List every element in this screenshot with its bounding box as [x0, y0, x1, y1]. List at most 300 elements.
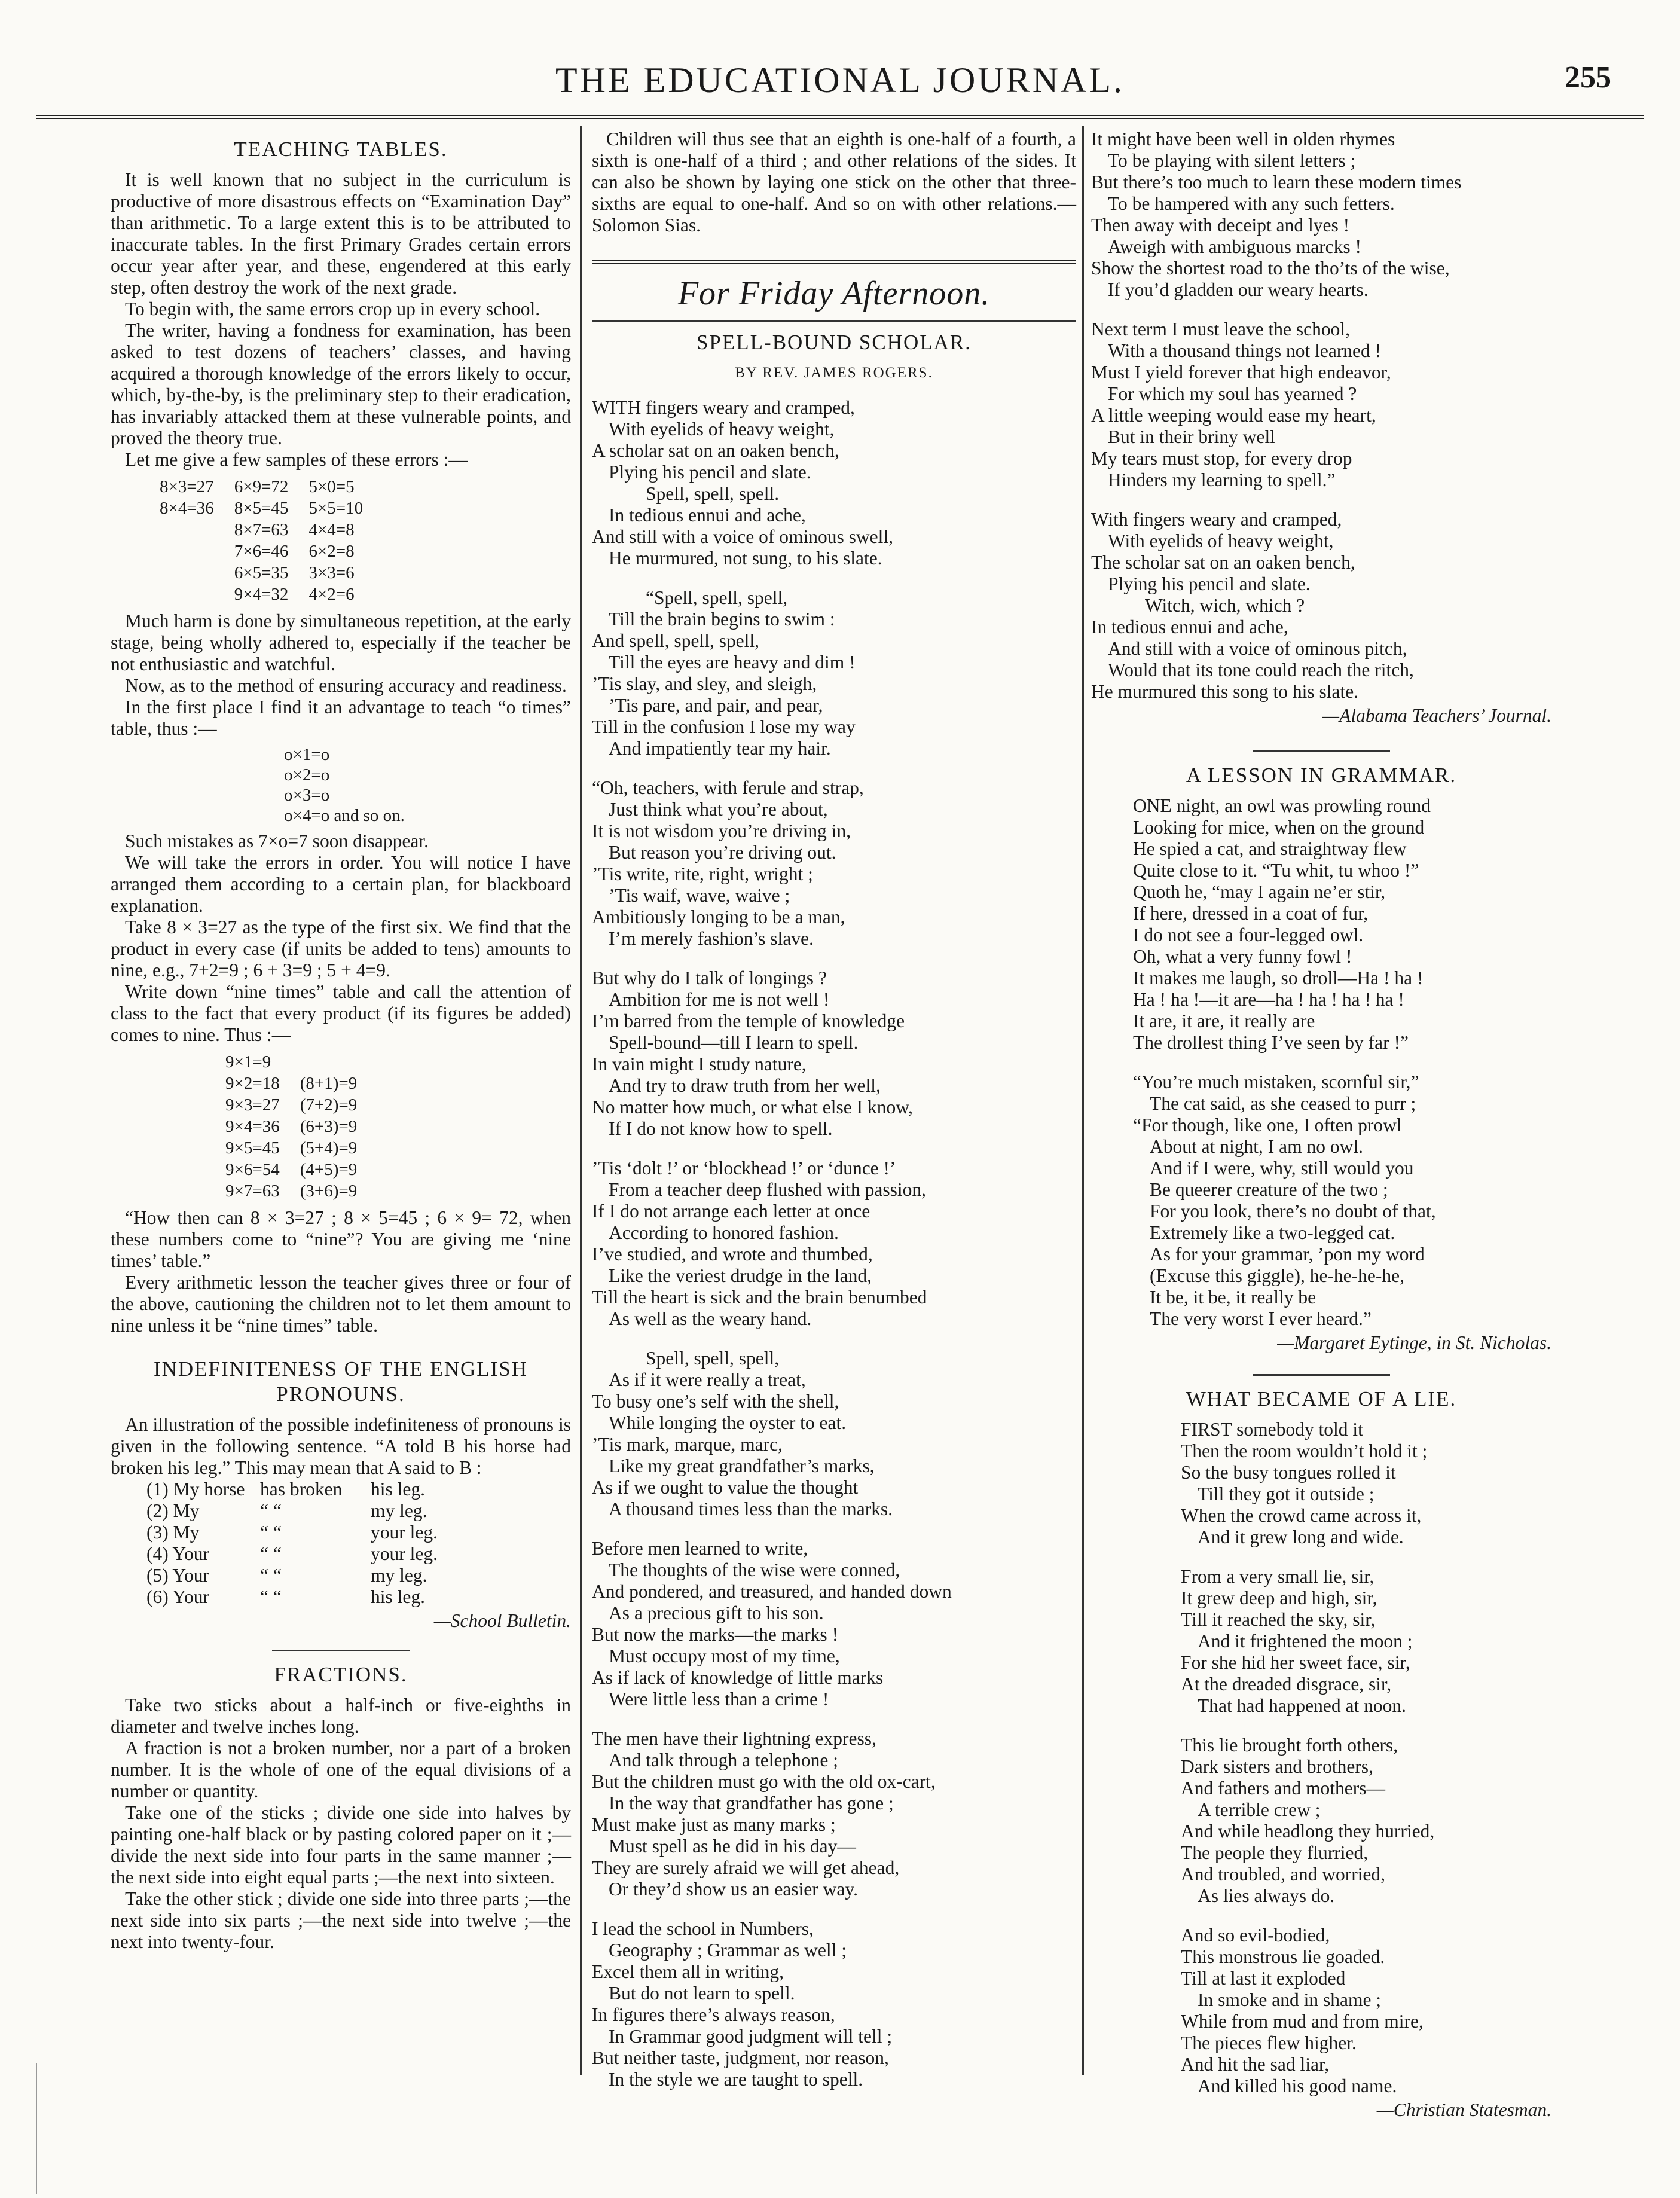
- stanza: [592, 777, 1076, 950]
- poem-line: And it grew long and wide.: [1198, 1527, 1404, 1547]
- poem-line: They are surely afraid we will get ahead,: [592, 1857, 900, 1878]
- table-cell: (8+1)=9: [300, 1074, 358, 1093]
- poem-line: And still with a voice of ominous pitch,: [1108, 638, 1407, 659]
- article-body: [111, 610, 571, 740]
- poem-line: At the dreaded disgrace, sir,: [1181, 1674, 1392, 1695]
- list-cell: (1) My horse: [146, 1479, 245, 1500]
- poem-line: I do not see a four-legged owl.: [1133, 924, 1364, 945]
- table-row: [160, 584, 382, 605]
- poem-line: When the crowd came across it,: [1181, 1505, 1422, 1526]
- table-row: [225, 1073, 376, 1094]
- list-cell: your leg.: [371, 1522, 438, 1543]
- table-cell: (7+2)=9: [300, 1095, 358, 1115]
- paragraph: Take 8 × 3=27 as the type of the first six. We find that the product in every case (if units be added to tens) amounts to nine, e.g., 7+2=9 ; 6 + 3=9 ; 5 + 4=9.: [111, 917, 571, 981]
- table-row: [225, 1095, 376, 1115]
- table-cell: 9×4=32: [234, 585, 289, 604]
- poem-line: But there’s too much to learn these modern times: [1091, 172, 1462, 193]
- table-row: [225, 1116, 376, 1137]
- attribution: —Christian Statesman.: [1376, 2099, 1551, 2120]
- poem-line: Must I yield forever that high endeavor,: [1091, 362, 1391, 383]
- attribution: —School Bulletin.: [433, 1610, 571, 1631]
- poem-line: The people they flurried,: [1181, 1842, 1369, 1863]
- poem-line: And if I were, why, still would you: [1150, 1158, 1414, 1179]
- stanza: [592, 1728, 1076, 1900]
- paragraph: To begin with, the same errors crop up in every school.: [125, 298, 540, 319]
- poem-line: It makes me laugh, so droll—Ha ! ha !: [1133, 967, 1424, 988]
- poem-line: It grew deep and high, sir,: [1181, 1588, 1377, 1608]
- table-cell: 8×3=27: [160, 477, 214, 496]
- poem-line: About at night, I am no owl.: [1150, 1136, 1363, 1157]
- poem-line: If I do not know how to spell.: [609, 1118, 833, 1139]
- poem-line: Or they’d show us an easier way.: [609, 1879, 858, 1900]
- table-cell: 8×4=36: [160, 499, 214, 518]
- table-cell: 8×7=63: [234, 520, 289, 539]
- poem-line: And talk through a telephone ;: [609, 1750, 839, 1770]
- table-row: [160, 541, 382, 561]
- paragraph: Much harm is done by simultaneous repetition, at the early stage, being wholly adhered to, especially if the teacher be not enthusiastic and watchful.: [111, 610, 571, 674]
- poem-line: Hinders my learning to spell.”: [1108, 469, 1336, 490]
- stanza: [1181, 1925, 1551, 2097]
- poem-line: With eyelids of heavy weight,: [609, 419, 835, 439]
- poem-line: In Grammar good judgment will tell ;: [609, 2026, 893, 2047]
- poem-line: The thoughts of the wise were conned,: [609, 1559, 900, 1580]
- poem-line: In the way that grandfather has gone ;: [609, 1793, 894, 1814]
- poem-line: But the children must go with the old ox-cart,: [592, 1771, 936, 1792]
- poem-line: And killed his good name.: [1198, 2075, 1397, 2096]
- stanza: [592, 967, 1076, 1140]
- poem-line: And impatiently tear my hair.: [609, 738, 831, 759]
- paragraph: “How then can 8 × 3=27 ; 8 × 5=45 ; 6 × 9= 72, when these numbers come to “nine”? You are giving me ‘nine times’ table.”: [111, 1207, 571, 1271]
- table-row: [225, 1181, 376, 1201]
- column-3: [1091, 129, 1551, 2139]
- list-cell: (6) Your: [146, 1586, 210, 1607]
- poem-title: WHAT BECAME OF A LIE.: [1186, 1387, 1457, 1411]
- poem-line: And it frightened the moon ;: [1198, 1631, 1413, 1651]
- paragraph: It is well known that no subject in the curriculum is productive of more disastrous effects on “Examination Day” than arithmetic. To a large extent this is to be attributed to inaccurate tables. In the first Primary Grades certain errors occur year after year, and these, engendered at this early step, often destroy the work of the next grade.: [111, 169, 571, 298]
- list-cell: “ “: [260, 1522, 282, 1543]
- poem-line: In vain might I study nature,: [592, 1054, 807, 1074]
- poem-line: If here, dressed in a coat of fur,: [1133, 903, 1369, 924]
- article-body: [111, 1695, 571, 1953]
- stanza: [592, 397, 1076, 569]
- poem-line: ’Tis ‘dolt !’ or ‘blockhead !’ or ‘dunce !’: [592, 1158, 896, 1179]
- poem-line: For which my soul has yearned ?: [1108, 383, 1357, 404]
- stanza: [592, 1158, 1076, 1330]
- list-cell: “ “: [260, 1565, 282, 1586]
- poem-line: Spell, spell, spell,: [646, 1348, 780, 1369]
- poem-line: “Spell, spell, spell,: [646, 587, 788, 608]
- poem-line: The scholar sat on an oaken bench,: [1091, 552, 1355, 573]
- table-cell: 9×7=63: [225, 1182, 280, 1201]
- list-item: [146, 1565, 571, 1586]
- list-item: [146, 1522, 571, 1543]
- list-cell: his leg.: [371, 1586, 425, 1607]
- table-cell: (6+3)=9: [300, 1117, 358, 1136]
- nine-times-table: [224, 1051, 377, 1202]
- table-cell: 9×3=27: [225, 1095, 280, 1115]
- paragraph: A fraction is not a broken number, nor a part of a broken number. It is the whole of one of the equal divisions of a number or quantity.: [111, 1738, 571, 1802]
- poem-line: A little weeping would ease my heart,: [1091, 405, 1376, 426]
- table-cell: [160, 563, 233, 583]
- article-body: [111, 169, 571, 471]
- poem-line: He murmured, not sung, to his slate.: [609, 548, 882, 569]
- table-cell: [160, 520, 233, 540]
- poem-line: This monstrous lie goaded.: [1181, 1946, 1385, 1967]
- poem-line: And so evil-bodied,: [1181, 1925, 1330, 1946]
- poem-line: It might have been well in olden rhymes: [1091, 129, 1395, 149]
- paragraph: In the first place I find it an advantage to teach “o times” table, thus :—: [111, 697, 571, 739]
- poem-line: He murmured this song to his slate.: [1091, 681, 1359, 702]
- stanza: [1091, 509, 1551, 703]
- poem-line: Till the brain begins to swim :: [609, 609, 835, 630]
- page-header: [36, 60, 1644, 114]
- poem-line: Ha ! ha !—it are—ha ! ha ! ha ! ha !: [1133, 989, 1404, 1010]
- poem-line: As if we ought to value the thought: [592, 1477, 859, 1498]
- poem-line: It are, it are, it really are: [1133, 1011, 1315, 1031]
- poem-line: As well as the weary hand.: [609, 1308, 812, 1329]
- table-row: o×3=o: [284, 786, 330, 805]
- poem-line: If I do not arrange each letter at once: [592, 1201, 870, 1222]
- poem-line: While from mud and from mire,: [1181, 2011, 1424, 2032]
- table-row: [225, 1138, 376, 1158]
- poem-line: Quoth he, “may I again ne’er stir,: [1133, 881, 1386, 902]
- poem-line: I’ve studied, and wrote and thumbed,: [592, 1244, 873, 1265]
- poem-line: Spell, spell, spell.: [646, 483, 780, 504]
- poem-line: But reason you’re driving out.: [609, 842, 836, 863]
- poem-line: According to honored fashion.: [609, 1222, 839, 1243]
- section-rule: [1253, 750, 1390, 752]
- stanza: [592, 587, 1076, 759]
- column-divider-right: [1082, 126, 1084, 2075]
- table-cell: 9×6=54: [225, 1160, 280, 1179]
- header-rule: [36, 115, 1644, 119]
- poem-line: As for your grammar, ’pon my word: [1150, 1244, 1425, 1265]
- poem-line: Must occupy most of my time,: [609, 1646, 840, 1666]
- poem-line: And try to draw truth from her well,: [609, 1075, 881, 1096]
- poem-line: (Excuse this giggle), he-he-he-he,: [1150, 1265, 1404, 1286]
- poem-line: Then the room wouldn’t hold it ;: [1181, 1440, 1428, 1461]
- poem-line: If you’d gladden our weary hearts.: [1108, 279, 1369, 300]
- column-divider-left: [580, 126, 582, 2075]
- poem-line: Would that its tone could reach the ritch,: [1108, 660, 1414, 680]
- poem-line: But do not learn to spell.: [609, 1983, 795, 2004]
- poem-line: Quite close to it. “Tu whit, tu whoo !”: [1133, 860, 1419, 881]
- poem-line: My tears must stop, for every drop: [1091, 448, 1352, 469]
- table-cell: [160, 584, 233, 605]
- poem-line: Dark sisters and brothers,: [1181, 1756, 1373, 1777]
- list-cell: my leg.: [371, 1565, 427, 1586]
- article-heading: FRACTIONS.: [274, 1663, 408, 1686]
- poem-line: But neither taste, judgment, nor reason,: [592, 2047, 889, 2068]
- paragraph: Take the other stick ; divide one side into three parts ;—the next side into six parts ;—the next side into twelve ;—the next into twenty-four.: [111, 1888, 571, 1952]
- poem-body: [1091, 129, 1551, 703]
- table-cell: 9×5=45: [225, 1138, 280, 1158]
- paragraph: The writer, having a fondness for examination, has been asked to test dozens of teachers’ classes, and having acquired a thorough knowledge of the errors likely to occur, which, by-the-by, is the preliminary step to their eradication, has invariably attacked them at these vulnerable points, and proved the theory true.: [111, 320, 571, 448]
- table-cell: 9×1=9: [225, 1052, 271, 1071]
- margin-line: [36, 2063, 37, 2194]
- poem-line: Till in the confusion I lose my way: [592, 716, 856, 737]
- poem-line: The drollest thing I’ve seen by far !”: [1133, 1032, 1409, 1053]
- poem-line: And fathers and mothers—: [1181, 1778, 1386, 1799]
- article-body: An illustration of the possible indefiniteness of pronouns is given in the following sentence. “A told B his horse had broken his leg.” This may mean that A said to B :: [111, 1414, 571, 1478]
- article-heading: INDEFINITENESS OF THE ENGLISH PRONOUNS.: [153, 1357, 529, 1406]
- poem-line: Aweigh with ambiguous marcks !: [1108, 236, 1362, 257]
- poem-line: In the style we are taught to spell.: [609, 2069, 863, 2090]
- poem-line: This lie brought forth others,: [1181, 1735, 1398, 1756]
- stanza: [592, 1348, 1076, 1520]
- poem-line: But in their briny well: [1108, 426, 1275, 447]
- list-item: [146, 1586, 571, 1608]
- pronoun-list: [111, 1479, 571, 1608]
- poem-line: Before men learned to write,: [592, 1538, 808, 1559]
- column-1: [111, 129, 571, 1953]
- poem-line: A thousand times less than the marks.: [609, 1498, 893, 1519]
- poem-body: [1091, 795, 1551, 1330]
- poem-line: In figures there’s always reason,: [592, 2004, 835, 2025]
- poem-line: Oh, what a very funny fowl !: [1133, 946, 1352, 967]
- table-cell: 5×0=5: [308, 477, 355, 496]
- poem-title: SPELL-BOUND SCHOLAR.: [696, 331, 972, 354]
- article-body: [111, 831, 571, 1046]
- poem-line: Be queerer creature of the two ;: [1150, 1179, 1388, 1200]
- section-heading: For Friday Afternoon.: [677, 275, 991, 312]
- poem-line: Till they got it outside ;: [1198, 1483, 1374, 1504]
- poem-line: A scholar sat on an oaken bench,: [592, 440, 839, 461]
- poem-line: Must spell as he did in his day—: [609, 1836, 856, 1857]
- stanza: [1133, 1071, 1551, 1330]
- poem-line: But now the marks—the marks !: [592, 1624, 839, 1645]
- poem-line: Till the eyes are heavy and dim !: [609, 652, 856, 673]
- table-cell: 9×2=18: [225, 1074, 280, 1093]
- poem-line: ONE night, an owl was prowling round: [1133, 795, 1431, 816]
- poem-line: From a teacher deep flushed with passion,: [609, 1179, 926, 1200]
- poem-line: Witch, wich, which ?: [1145, 595, 1305, 616]
- poem-line: Just think what you’re about,: [609, 799, 828, 820]
- table-cell: 6×5=35: [234, 563, 289, 582]
- section-rule: [592, 320, 1076, 322]
- article-heading: TEACHING TABLES.: [234, 138, 448, 161]
- poem-line: And still with a voice of ominous swell,: [592, 526, 893, 547]
- table-row: [160, 477, 382, 497]
- table-cell: (5+4)=9: [300, 1138, 358, 1158]
- table-row: [160, 563, 382, 583]
- poem-line: In tedious ennui and ache,: [609, 505, 806, 526]
- poem-line: A terrible crew ;: [1198, 1799, 1321, 1820]
- poem-line: Were little less than a crime !: [609, 1689, 829, 1709]
- table-cell: 4×4=8: [308, 520, 355, 539]
- poem-line: FIRST somebody told it: [1181, 1419, 1363, 1440]
- poem-line: ’Tis pare, and pair, and pear,: [609, 695, 823, 716]
- list-cell: his leg.: [371, 1479, 425, 1500]
- poem-line: In smoke and in shame ;: [1198, 1989, 1382, 2010]
- poem-line: I lead the school in Numbers,: [592, 1918, 814, 1939]
- poem-line: Plying his pencil and slate.: [609, 462, 811, 483]
- table-cell: 7×6=46: [234, 542, 289, 561]
- list-cell: “ “: [260, 1586, 282, 1607]
- poem-line: Show the shortest road to the tho’ts of the wise,: [1091, 258, 1450, 279]
- journal-title: THE EDUCATIONAL JOURNAL.: [555, 60, 1125, 100]
- table-row: [225, 1159, 376, 1180]
- poem-line: The cat said, as she ceased to purr ;: [1150, 1093, 1416, 1114]
- table-cell: 8×5=45: [234, 499, 289, 518]
- stanza: [1181, 1566, 1551, 1717]
- stanza: [1181, 1419, 1551, 1548]
- table-cell: (3+6)=9: [300, 1182, 358, 1201]
- poem-line: ’Tis write, rite, right, wright ;: [592, 863, 813, 884]
- table-row: o×1=o: [284, 745, 330, 764]
- stanza: [592, 1918, 1076, 2090]
- list-cell: (4) Your: [146, 1543, 210, 1564]
- poem-line: It be, it be, it really be: [1150, 1287, 1316, 1308]
- table-cell: 6×9=72: [234, 477, 289, 496]
- poem-title: A LESSON IN GRAMMAR.: [1186, 764, 1457, 787]
- poem-line: He spied a cat, and straightway flew: [1133, 838, 1407, 859]
- poem-line: Extremely like a two-legged cat.: [1150, 1222, 1395, 1243]
- table-cell: 5×5=10: [308, 499, 364, 518]
- poem-line: ’Tis mark, marque, marc,: [592, 1434, 783, 1455]
- paragraph: Write down “nine times” table and call the attention of class to the fact that every product (if its figures be added) comes to nine. Thus :—: [111, 981, 571, 1045]
- poem-line: Looking for mice, when on the ground: [1133, 817, 1425, 838]
- poem-line: That had happened at noon.: [1198, 1695, 1407, 1716]
- poem-line: For she hid her sweet face, sir,: [1181, 1652, 1410, 1673]
- list-cell: my leg.: [371, 1500, 427, 1521]
- poem-line: Spell-bound—till I learn to spell.: [609, 1032, 859, 1053]
- list-cell: “ “: [260, 1500, 282, 1521]
- paragraph: Every arithmetic lesson the teacher gives three or four of the above, cautioning the children not to let them amount to nine unless it be “nine times” table.: [111, 1272, 571, 1336]
- poem-line: As a precious gift to his son.: [609, 1602, 824, 1623]
- section-rule: [272, 1650, 410, 1651]
- poem-line: As if lack of knowledge of little marks: [592, 1667, 884, 1688]
- poem-line: As lies always do.: [1198, 1885, 1335, 1906]
- article-body: Children will thus see that an eighth is one-half of a fourth, a sixth is one-half of a third ; and other relations of the sides. It can also be shown by laying one stick on the other that three-sixths are equal to one-half. And so on with other relations.—Solomon Sias.: [592, 129, 1076, 236]
- stanza: [1133, 795, 1551, 1054]
- poem-body: [592, 397, 1076, 2090]
- stanza: [1091, 129, 1551, 301]
- poem-line: As if it were really a treat,: [609, 1369, 806, 1390]
- poem-line: So the busy tongues rolled it: [1181, 1462, 1396, 1483]
- poem-line: With eyelids of heavy weight,: [1108, 530, 1334, 551]
- table-row: [160, 498, 382, 518]
- errors-table: [158, 475, 383, 606]
- list-cell: (3) My: [146, 1522, 200, 1543]
- table-row: o×2=o: [284, 765, 330, 784]
- poem-line: From a very small lie, sir,: [1181, 1566, 1374, 1587]
- list-cell: “ “: [260, 1543, 282, 1564]
- poem-line: Till at last it exploded: [1181, 1968, 1346, 1989]
- poem-line: The men have their lightning express,: [592, 1728, 876, 1749]
- paragraph: We will take the errors in order. You will notice I have arranged them according to a certain plan, for blackboard explanation.: [111, 852, 571, 916]
- poem-line: But why do I talk of longings ?: [592, 967, 827, 988]
- poem-line: Geography ; Grammar as well ;: [609, 1940, 847, 1961]
- poem-line: “You’re much mistaken, scornful sir,”: [1133, 1071, 1419, 1092]
- poem-line: Till the heart is sick and the brain benumbed: [592, 1287, 927, 1308]
- section-rule: [1253, 1374, 1390, 1376]
- poem-line: And while headlong they hurried,: [1181, 1821, 1435, 1842]
- attribution: —Alabama Teachers’ Journal.: [1322, 705, 1551, 726]
- poem-line: The very worst I ever heard.”: [1150, 1308, 1372, 1329]
- table-row: o×4=o and so on.: [284, 806, 405, 825]
- poem-line: Ambitiously longing to be a man,: [592, 906, 845, 927]
- poem-line: And spell, spell, spell,: [592, 630, 759, 651]
- article-body: [111, 1207, 571, 1336]
- poem-line: I’m merely fashion’s slave.: [609, 928, 814, 949]
- poem-line: Ambition for me is not well !: [609, 989, 830, 1010]
- poem-line: The pieces flew higher.: [1181, 2032, 1357, 2053]
- poem-line: For you look, there’s no doubt of that,: [1150, 1201, 1436, 1222]
- section-rule: [592, 260, 1076, 264]
- poem-line: And troubled, and worried,: [1181, 1864, 1386, 1885]
- poem-line: It is not wisdom you’re driving in,: [592, 820, 851, 841]
- list-item: [146, 1543, 571, 1565]
- table-cell: 4×2=6: [308, 585, 355, 604]
- paragraph: Such mistakes as 7×o=7 soon disappear.: [125, 831, 429, 851]
- poem-line: Like the veriest drudge in the land,: [609, 1265, 872, 1286]
- poem-line: Must make just as many marks ;: [592, 1814, 836, 1835]
- poem-byline: BY REV. JAMES ROGERS.: [735, 365, 933, 381]
- poem-line: While longing the oyster to eat.: [609, 1412, 847, 1433]
- poem-line: “For though, like one, I often prowl: [1133, 1115, 1402, 1135]
- poem-line: Plying his pencil and slate.: [1108, 573, 1311, 594]
- paragraph: Take two sticks about a half-inch or five-eighths in diameter and twelve inches long.: [111, 1695, 571, 1737]
- poem-line: Excel them all in writing,: [592, 1961, 784, 1982]
- poem-line: Till it reached the sky, sir,: [1181, 1609, 1376, 1630]
- poem-line: No matter how much, or what else I know,: [592, 1097, 913, 1118]
- list-cell: (5) Your: [146, 1565, 210, 1586]
- list-cell: your leg.: [371, 1543, 438, 1564]
- poem-body: [1091, 1419, 1551, 2097]
- poem-line: To busy one’s self with the shell,: [592, 1391, 839, 1412]
- attribution: —Margaret Eytinge, in St. Nicholas.: [1277, 1332, 1551, 1353]
- table-cell: [160, 541, 233, 561]
- poem-line: ’Tis waif, wave, waive ;: [609, 885, 790, 906]
- table-cell: [300, 1052, 377, 1072]
- table-row: [160, 520, 382, 540]
- paragraph: Take one of the sticks ; divide one side into halves by painting one-half black or by pasting colored paper on it ;—divide the next side into four parts in the same manner ;—the next side into eight equal parts ;—the next into sixteen.: [111, 1802, 571, 1888]
- poem-line: To be hampered with any such fetters.: [1108, 193, 1395, 214]
- zero-times-table: [284, 744, 571, 826]
- poem-line: To be playing with silent letters ;: [1108, 150, 1356, 171]
- poem-line: In tedious ennui and ache,: [1091, 616, 1288, 637]
- list-item: [146, 1500, 571, 1522]
- page-number: 255: [1565, 60, 1611, 94]
- table-cell: (4+5)=9: [300, 1160, 358, 1179]
- table-cell: 3×3=6: [308, 563, 355, 582]
- paragraph: Let me give a few samples of these errors :—: [125, 449, 468, 470]
- poem-line: WITH fingers weary and cramped,: [592, 397, 855, 418]
- poem-line: Next term I must leave the school,: [1091, 319, 1351, 340]
- stanza: [592, 1538, 1076, 1710]
- poem-line: With a thousand things not learned !: [1108, 340, 1382, 361]
- stanza: [1181, 1735, 1551, 1907]
- table-cell: 9×4=36: [225, 1117, 280, 1136]
- column-2: [592, 129, 1076, 2108]
- poem-line: With fingers weary and cramped,: [1091, 509, 1342, 530]
- poem-line: And pondered, and treasured, and handed down: [592, 1581, 952, 1602]
- list-cell: (2) My: [146, 1500, 200, 1521]
- paragraph: Now, as to the method of ensuring accuracy and readiness.: [125, 675, 567, 696]
- poem-line: I’m barred from the temple of knowledge: [592, 1011, 905, 1031]
- list-cell: has broken: [260, 1479, 343, 1500]
- list-item: [146, 1479, 571, 1500]
- poem-line: And hit the sad liar,: [1181, 2054, 1330, 2075]
- stanza: [1091, 319, 1551, 491]
- poem-line: Then away with deceipt and lyes !: [1091, 215, 1350, 236]
- poem-line: ’Tis slay, and sley, and sleigh,: [592, 673, 817, 694]
- table-row: [225, 1052, 376, 1072]
- poem-line: Like my great grandfather’s marks,: [609, 1455, 875, 1476]
- poem-line: “Oh, teachers, with ferule and strap,: [592, 777, 864, 798]
- table-cell: 6×2=8: [308, 542, 355, 561]
